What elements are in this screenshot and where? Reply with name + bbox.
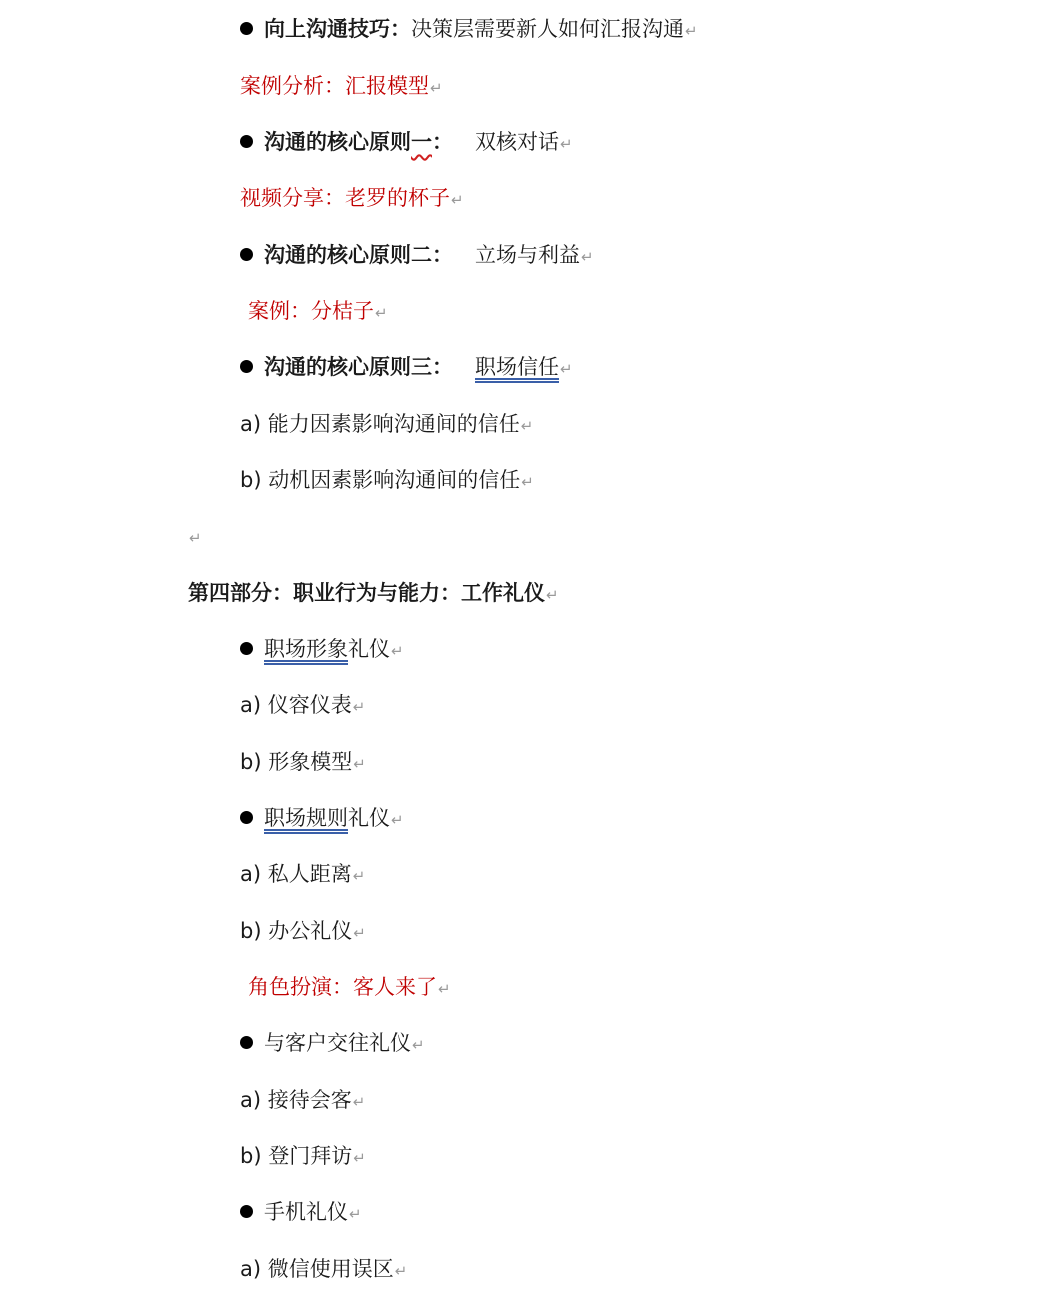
item-text: 双核对话 [475,130,559,154]
sub-item-text: b) 登门拜访 [240,1144,353,1168]
paragraph-mark-icon: ↵ [349,1205,362,1223]
sub-item-text: b) 动机因素影响沟通间的信任 [240,468,521,492]
paragraph-mark-icon: ↵ [560,360,573,378]
item-text: 与客户交往礼仪 [264,1031,411,1055]
bullet-dot-icon [240,642,253,655]
paragraph-mark-icon: ↵ [353,924,366,942]
paragraph-mark-icon: ↵ [352,1093,366,1111]
paragraph-mark-icon: ↵ [352,867,366,885]
sub-item-appearance [240,689,365,721]
bullet-dot-icon [240,1205,253,1218]
item-text: 礼仪 [348,637,390,661]
bullet-dot-icon [240,811,253,824]
bullet-image-etiquette [240,633,404,665]
paragraph-mark-icon: ↵ [430,79,443,97]
red-note-text: 视频分享：老罗的杯子 [240,186,450,210]
sub-item-text: b) 形象模型 [240,750,353,774]
paragraph-mark-icon: ↵ [438,980,451,998]
paragraph-mark-icon: ↵ [391,642,404,660]
item-title-flagged: 一 [411,130,432,154]
bullet-dot-icon [240,22,253,35]
sub-item-office-etiquette [240,915,366,947]
paragraph-mark-icon: ↵ [391,811,404,829]
case-line [248,295,388,327]
bullet-core-principle-two [240,239,594,271]
item-text: 决策层需要新人如何汇报沟通 [411,17,684,41]
paragraph-mark-icon: ↵ [375,304,388,322]
sub-item-text: b) 办公礼仪 [240,919,353,943]
paragraph-mark-icon: ↵ [560,135,573,153]
paragraph-mark-icon: ↵ [353,1149,366,1167]
item-text: 手机礼仪 [264,1200,348,1224]
item-text: 立场与利益 [475,243,580,267]
item-title: 向上沟通技巧： [264,17,411,41]
bullet-core-principle-three [240,351,573,383]
paragraph-mark-icon: ↵ [189,529,202,547]
sub-item-text: a) 仪容仪表 [240,693,352,717]
red-note-text: 角色扮演：客人来了 [248,975,437,999]
bullet-dot-icon [240,135,253,148]
case-analysis-line [240,70,443,102]
sub-item-image-model [240,746,366,778]
red-note-text: 案例分析：汇报模型 [240,74,429,98]
item-title-colon: ： [432,130,453,154]
bullet-upward-communication [240,13,698,45]
item-title: 沟通的核心原则 [264,130,411,154]
paragraph-mark-icon: ↵ [352,698,366,716]
sub-item-personal-distance [240,858,365,890]
sub-item-text: a) 私人距离 [240,862,352,886]
paragraph-mark-icon: ↵ [412,1036,425,1054]
item-title: 沟通的核心原则三： [264,355,453,379]
section-heading-part-four [188,577,559,609]
item-text: 职场信任 [475,355,559,379]
paragraph-mark-icon: ↵ [451,191,464,209]
empty-paragraph [188,520,202,552]
sub-item-text: a) 接待会客 [240,1088,352,1112]
section-heading-text: 第四部分：职业行为与能力：工作礼仪 [188,581,545,605]
paragraph-mark-icon: ↵ [546,586,559,604]
bullet-client-etiquette [240,1027,425,1059]
bullet-dot-icon [240,248,253,261]
sub-item-reception [240,1084,365,1116]
item-text-underlined: 职场形象 [264,637,348,661]
red-note-text: 案例：分桔子 [248,299,374,323]
bullet-dot-icon [240,360,253,373]
bullet-rules-etiquette [240,802,404,834]
paragraph-mark-icon: ↵ [581,248,594,266]
sub-item-text: a) 微信使用误区 [240,1257,394,1281]
item-title: 沟通的核心原则二： [264,243,453,267]
paragraph-mark-icon: ↵ [685,22,698,40]
paragraph-mark-icon: ↵ [520,417,534,435]
bullet-core-principle-one [240,126,573,158]
paragraph-mark-icon: ↵ [521,473,534,491]
bullet-dot-icon [240,1036,253,1049]
video-share-line [240,182,464,214]
role-play-line [248,971,451,1003]
sub-item-text: a) 能力因素影响沟通间的信任 [240,412,520,436]
item-text: 礼仪 [348,806,390,830]
sub-item-motive [240,464,534,496]
bullet-phone-etiquette [240,1196,362,1228]
sub-item-visiting [240,1140,366,1172]
paragraph-mark-icon: ↵ [353,755,366,773]
paragraph-mark-icon: ↵ [394,1262,408,1280]
item-text-underlined: 职场规则 [264,806,348,830]
sub-item-wechat [240,1253,407,1285]
sub-item-ability [240,408,533,440]
